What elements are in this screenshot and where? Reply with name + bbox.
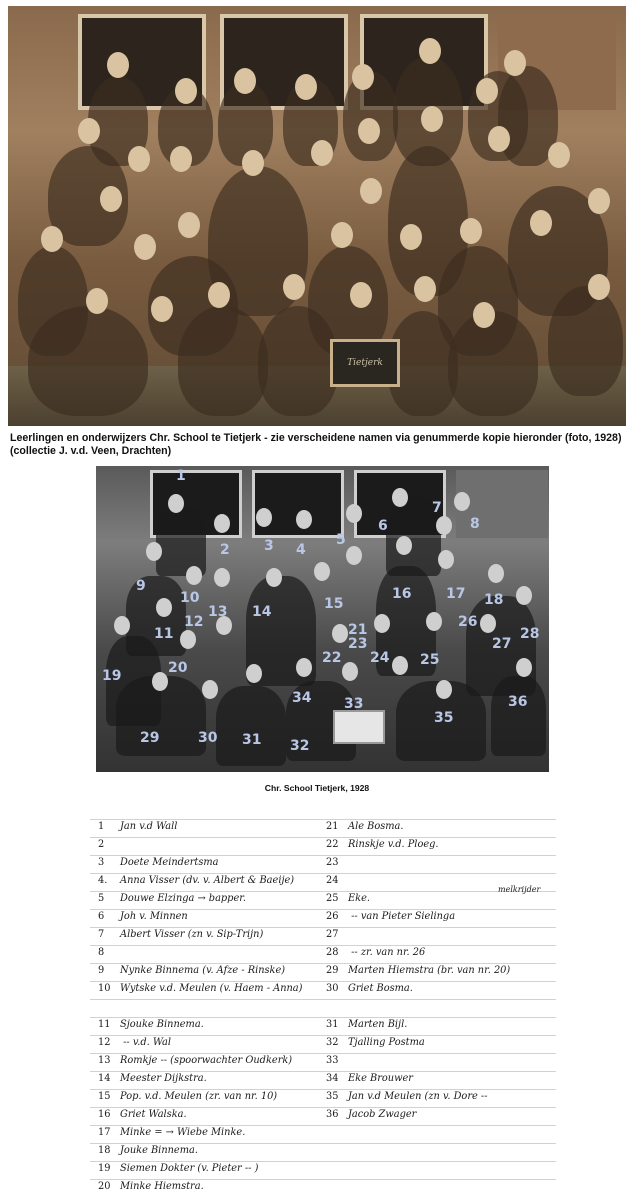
photo-number: 30 bbox=[198, 730, 218, 746]
margin-note: melkrijder bbox=[498, 885, 541, 894]
photo-number: 24 bbox=[370, 650, 390, 666]
numbered-photo-copy bbox=[96, 466, 549, 772]
photo-number: 33 bbox=[344, 696, 364, 712]
copy-caption: Chr. School Tietjerk, 1928 bbox=[264, 783, 370, 793]
chalk-slate bbox=[330, 339, 400, 387]
list-item: 22 Rinskje v.d. Ploeg. bbox=[326, 839, 439, 850]
photo-caption: Leerlingen en onderwijzers Chr. School te Tietjerk - zie verscheidene namen via genummerde kopie hieronder (foto, 1928) (collectie J. v.d. Veen, Drachten) bbox=[10, 432, 622, 457]
photo-number: 7 bbox=[432, 500, 442, 516]
list-item: 10 Wytske v.d. Meulen (v. Haem - Anna) bbox=[98, 983, 303, 994]
list-item: 15 Pop. v.d. Meulen (zr. van nr. 10) bbox=[98, 1091, 278, 1102]
list-item: 8 bbox=[98, 947, 105, 958]
photo-number: 13 bbox=[208, 604, 228, 620]
photo-number: 15 bbox=[324, 596, 344, 612]
photo-number: 12 bbox=[184, 614, 204, 630]
photo-number: 19 bbox=[102, 668, 122, 684]
list-item: 17 Minke = → Wiebe Minke. bbox=[98, 1127, 246, 1138]
photo-number: 4 bbox=[296, 542, 306, 558]
list-item: 14 Meester Dijkstra. bbox=[98, 1073, 207, 1084]
photo-number: 8 bbox=[470, 516, 480, 532]
list-item: 25 Eke. bbox=[326, 893, 370, 904]
photo-number: 14 bbox=[252, 604, 272, 620]
list-item: 33 bbox=[326, 1055, 339, 1066]
list-item: 34 Eke Brouwer bbox=[326, 1073, 413, 1084]
photo-number: 16 bbox=[392, 586, 412, 602]
photo-number: 22 bbox=[322, 650, 342, 666]
list-item: 9 Nynke Binnema (v. Afze - Rinske) bbox=[98, 965, 286, 976]
list-item: 23 bbox=[326, 857, 339, 868]
photo-number: 1 bbox=[176, 468, 186, 484]
list-item: 2 bbox=[98, 839, 105, 850]
name-list-paper bbox=[90, 797, 556, 1197]
list-item: 11 Sjouke Binnema. bbox=[98, 1019, 204, 1030]
list-item: 13 Romkje -- (spoorwachter Oudkerk) bbox=[98, 1055, 293, 1066]
photo-number: 36 bbox=[508, 694, 528, 710]
photo-number: 27 bbox=[492, 636, 512, 652]
list-item: 29 Marten Hiemstra (br. van nr. 20) bbox=[326, 965, 511, 976]
photo-number: 28 bbox=[520, 626, 540, 642]
photo-number: 21 bbox=[348, 622, 368, 638]
list-item: 1 Jan v.d Wall bbox=[98, 821, 178, 832]
photo-number: 23 bbox=[348, 636, 368, 652]
list-item: 36 Jacob Zwager bbox=[326, 1109, 417, 1120]
list-item: 28 -- zr. van nr. 26 bbox=[326, 947, 426, 958]
list-item: 5 Douwe Elzinga → bapper. bbox=[98, 893, 246, 904]
list-item: 21 Ale Bosma. bbox=[326, 821, 404, 832]
list-item: 6 Joh v. Minnen bbox=[98, 911, 188, 922]
list-item: 3 Doete Meindertsma bbox=[98, 857, 219, 868]
photo-number: 3 bbox=[264, 538, 274, 554]
photo-number: 32 bbox=[290, 738, 310, 754]
list-item: 18 Jouke Binnema. bbox=[98, 1145, 198, 1156]
list-item: 30 Griet Bosma. bbox=[326, 983, 413, 994]
photo-number: 26 bbox=[458, 614, 478, 630]
photo-number: 31 bbox=[242, 732, 262, 748]
photo-number: 9 bbox=[136, 578, 146, 594]
list-item: 27 bbox=[326, 929, 339, 940]
slate-text: Tietjerk bbox=[347, 358, 383, 368]
list-item: 31 Marten Bijl. bbox=[326, 1019, 408, 1030]
list-item: 12 -- v.d. Wal bbox=[98, 1037, 172, 1048]
group-photo-sepia bbox=[8, 6, 626, 426]
photo-number: 10 bbox=[180, 590, 200, 606]
photo-number: 35 bbox=[434, 710, 454, 726]
list-item: 4. Anna Visser (dv. v. Albert & Baeije) bbox=[98, 875, 295, 886]
chalk-slate-copy bbox=[333, 710, 385, 744]
photo-number: 18 bbox=[484, 592, 504, 608]
photo-number: 29 bbox=[140, 730, 160, 746]
photo-number: 2 bbox=[220, 542, 230, 558]
list-item: 35 Jan v.d Meulen (zn v. Dore -- bbox=[326, 1091, 488, 1102]
list-item: 32 Tjalling Postma bbox=[326, 1037, 425, 1048]
list-item: 7 Albert Visser (zn v. Sip-Trijn) bbox=[98, 929, 264, 940]
photo-number: 11 bbox=[154, 626, 174, 642]
photo-number: 34 bbox=[292, 690, 312, 706]
list-item: 16 Griet Walska. bbox=[98, 1109, 187, 1120]
list-item: 24 bbox=[326, 875, 339, 886]
photo-number: 17 bbox=[446, 586, 466, 602]
list-item: 26 -- van Pieter Sielinga bbox=[326, 911, 456, 922]
photo-number: 25 bbox=[420, 652, 440, 668]
list-item: 20 Minke Hiemstra. bbox=[98, 1181, 204, 1192]
list-item: 19 Siemen Dokter (v. Pieter -- ) bbox=[98, 1163, 259, 1174]
photo-number: 20 bbox=[168, 660, 188, 676]
photo-number: 6 bbox=[378, 518, 388, 534]
photo-number: 5 bbox=[336, 532, 346, 548]
